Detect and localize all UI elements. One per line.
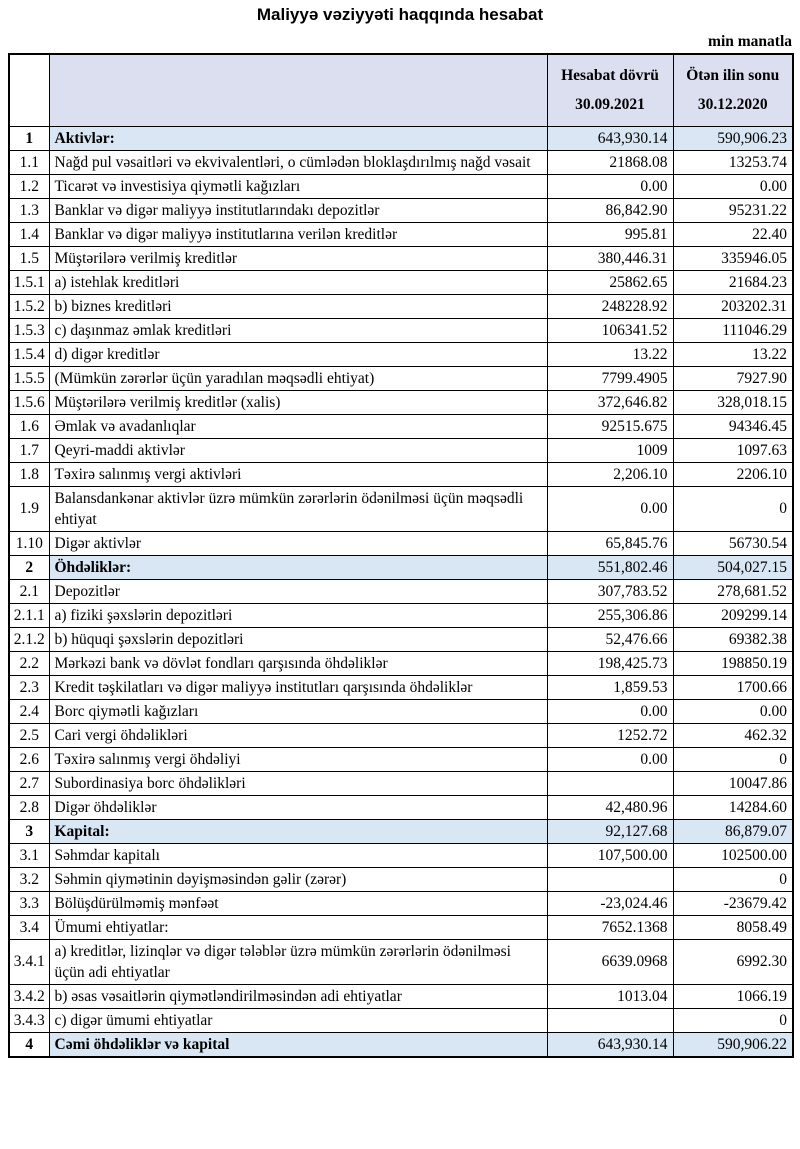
row-value-current: 106341.52 [547, 318, 673, 342]
row-value-prior: 94346.45 [673, 414, 793, 438]
row-label: Səhmin qiymətinin dəyişməsindən gəlir (zərər) [49, 867, 547, 891]
row-value-prior: 1066.19 [673, 984, 793, 1008]
row-label: Qeyri-maddi aktivlər [49, 438, 547, 462]
table-row [9, 675, 793, 699]
row-label: Kapital: [49, 819, 547, 843]
table-body [9, 126, 793, 1057]
row-value-current: 21868.08 [547, 150, 673, 174]
page-title: Maliyyə vəziyyəti haqqında hesabat [256, 5, 544, 24]
row-value-current: 643,930.14 [547, 1032, 673, 1057]
row-value-current: 7652.1368 [547, 915, 673, 939]
row-value-current: 307,783.52 [547, 579, 673, 603]
row-value-prior: 69382.38 [673, 627, 793, 651]
table-row [9, 699, 793, 723]
row-value-prior: 13253.74 [673, 150, 793, 174]
row-value-prior: 86,879.07 [673, 819, 793, 843]
row-label: Digər öhdəliklər [49, 795, 547, 819]
row-value-prior: 0 [673, 486, 793, 531]
row-value-current: 13.22 [547, 342, 673, 366]
header-current-period-name: Hesabat dövrü [561, 67, 659, 85]
table-row [9, 939, 793, 984]
table-row [9, 915, 793, 939]
row-value-prior: 1097.63 [673, 438, 793, 462]
row-number: 3 [9, 819, 49, 843]
row-label: Səhmdar kapitalı [49, 843, 547, 867]
row-label: c) daşınmaz əmlak kreditləri [49, 318, 547, 342]
row-number: 2.1.2 [9, 627, 49, 651]
row-value-current: 92515.675 [547, 414, 673, 438]
row-label: Ticarət və investisiya qiymətli kağızları [49, 174, 547, 198]
table-row [9, 603, 793, 627]
row-value-current: 86,842.90 [547, 198, 673, 222]
header-current-period-date: 30.09.2021 [575, 96, 645, 114]
row-value-current: 52,476.66 [547, 627, 673, 651]
row-number: 1.5.6 [9, 390, 49, 414]
row-number: 1.5.3 [9, 318, 49, 342]
row-value-prior: 95231.22 [673, 198, 793, 222]
row-label: Mərkəzi bank və dövlət fondları qarşısında öhdəliklər [49, 651, 547, 675]
row-label: Borc qiymətli kağızları [49, 699, 547, 723]
row-label: b) biznes kreditləri [49, 294, 547, 318]
header-prior-period [673, 54, 793, 126]
row-value-current [547, 771, 673, 795]
row-number: 2.4 [9, 699, 49, 723]
row-label: a) fiziki şəxslərin depozitləri [49, 603, 547, 627]
row-value-current: 248228.92 [547, 294, 673, 318]
row-value-current: 551,802.46 [547, 555, 673, 579]
header-label-cell [49, 54, 547, 126]
row-value-prior: 209299.14 [673, 603, 793, 627]
row-value-prior: 111046.29 [673, 318, 793, 342]
row-label: Digər aktivlər [49, 531, 547, 555]
row-label: Müştərilərə verilmiş kreditlər [49, 246, 547, 270]
row-value-prior: 1700.66 [673, 675, 793, 699]
table-row [9, 342, 793, 366]
row-value-prior: 0 [673, 1008, 793, 1032]
row-value-prior: 56730.54 [673, 531, 793, 555]
table-row [9, 486, 793, 531]
row-value-prior: 14284.60 [673, 795, 793, 819]
row-value-current: 92,127.68 [547, 819, 673, 843]
row-number: 1.5 [9, 246, 49, 270]
table-row [9, 819, 793, 843]
row-number: 3.4.2 [9, 984, 49, 1008]
row-number: 2.5 [9, 723, 49, 747]
row-value-prior: 7927.90 [673, 366, 793, 390]
row-value-prior: 203202.31 [673, 294, 793, 318]
row-value-prior: -23679.42 [673, 891, 793, 915]
row-value-current: 25862.65 [547, 270, 673, 294]
row-value-prior: 504,027.15 [673, 555, 793, 579]
row-label: Kredit təşkilatları və digər maliyyə institutları qarşısında öhdəliklər [49, 675, 547, 699]
table-row [9, 891, 793, 915]
table-row [9, 1008, 793, 1032]
row-value-current: 380,446.31 [547, 246, 673, 270]
row-label: Nağd pul vəsaitləri və ekvivalentləri, o cümlədən bloklaşdırılmış nağd vəsait [49, 150, 547, 174]
row-value-current: 7799.4905 [547, 366, 673, 390]
row-value-current: 1013.04 [547, 984, 673, 1008]
row-number: 1.4 [9, 222, 49, 246]
row-number: 3.1 [9, 843, 49, 867]
row-label: (Mümkün zərərlər üçün yaradılan məqsədli ehtiyat) [49, 366, 547, 390]
row-value-prior: 13.22 [673, 342, 793, 366]
row-number: 2 [9, 555, 49, 579]
row-number: 1.1 [9, 150, 49, 174]
table-row [9, 984, 793, 1008]
row-number: 1.7 [9, 438, 49, 462]
row-value-current: 65,845.76 [547, 531, 673, 555]
row-label: Banklar və digər maliyyə institutlarındakı depozitlər [49, 198, 547, 222]
row-label: Bölüşdürülməmiş mənfəət [49, 891, 547, 915]
table-row [9, 246, 793, 270]
row-number: 1.5.2 [9, 294, 49, 318]
row-value-prior: 198850.19 [673, 651, 793, 675]
row-value-prior: 590,906.23 [673, 126, 793, 150]
row-label: Təxirə salınmış vergi öhdəliyi [49, 747, 547, 771]
row-value-current: 0.00 [547, 174, 673, 198]
row-label: Öhdəliklər: [49, 555, 547, 579]
row-value-current: 995.81 [547, 222, 673, 246]
row-value-current: -23,024.46 [547, 891, 673, 915]
row-value-current: 0.00 [547, 486, 673, 531]
row-number: 1.5.1 [9, 270, 49, 294]
row-value-current: 255,306.86 [547, 603, 673, 627]
row-number: 2.7 [9, 771, 49, 795]
row-label: b) əsas vəsaitlərin qiymətləndirilməsindən adi ehtiyatlar [49, 984, 547, 1008]
row-number: 2.2 [9, 651, 49, 675]
row-value-prior: 335946.05 [673, 246, 793, 270]
row-number: 2.3 [9, 675, 49, 699]
row-value-current: 643,930.14 [547, 126, 673, 150]
row-label: Aktivlər: [49, 126, 547, 150]
table-row [9, 555, 793, 579]
row-value-prior: 590,906.22 [673, 1032, 793, 1057]
row-label: Cari vergi öhdəlikləri [49, 723, 547, 747]
header-current-period [547, 54, 673, 126]
row-label: a) istehlak kreditləri [49, 270, 547, 294]
row-label: Cəmi öhdəliklər və kapital [49, 1032, 547, 1057]
row-number: 1 [9, 126, 49, 150]
table-row [9, 270, 793, 294]
row-label: b) hüquqi şəxslərin depozitləri [49, 627, 547, 651]
row-value-current: 372,646.82 [547, 390, 673, 414]
row-number: 3.3 [9, 891, 49, 915]
table-row [9, 795, 793, 819]
row-label: Müştərilərə verilmiş kreditlər (xalis) [49, 390, 547, 414]
row-number: 2.1 [9, 579, 49, 603]
header-row [9, 54, 793, 126]
row-number: 3.4 [9, 915, 49, 939]
row-value-current: 1,859.53 [547, 675, 673, 699]
row-value-current: 198,425.73 [547, 651, 673, 675]
table-row [9, 126, 793, 150]
table-row [9, 150, 793, 174]
row-number: 3.4.1 [9, 939, 49, 984]
row-value-current [547, 1008, 673, 1032]
table-row [9, 843, 793, 867]
table-row [9, 531, 793, 555]
header-prior-period-date: 30.12.2020 [697, 96, 768, 114]
row-label: Depozitlər [49, 579, 547, 603]
row-value-current: 1252.72 [547, 723, 673, 747]
row-value-prior: 10047.86 [673, 771, 793, 795]
row-label: Balansdankənar aktivlər üzrə mümkün zərərlərin ödənilməsi üçün məqsədli ehtiyat [49, 486, 547, 531]
table-row [9, 294, 793, 318]
row-value-current: 6639.0968 [547, 939, 673, 984]
table-row [9, 414, 793, 438]
row-number: 1.9 [9, 486, 49, 531]
row-value-prior: 328,018.15 [673, 390, 793, 414]
table-row [9, 651, 793, 675]
row-value-prior: 102500.00 [673, 843, 793, 867]
unit-note: min manatla [708, 33, 792, 50]
row-value-current: 0.00 [547, 699, 673, 723]
row-label: c) digər ümumi ehtiyatlar [49, 1008, 547, 1032]
row-value-prior: 0 [673, 747, 793, 771]
table-row [9, 366, 793, 390]
row-label: d) digər kreditlər [49, 342, 547, 366]
row-number: 1.8 [9, 462, 49, 486]
row-label: Ümumi ehtiyatlar: [49, 915, 547, 939]
table-row [9, 174, 793, 198]
row-value-prior: 21684.23 [673, 270, 793, 294]
row-value-prior: 278,681.52 [673, 579, 793, 603]
financial-position-table [8, 53, 794, 1058]
table-row [9, 198, 793, 222]
table-header [9, 54, 793, 126]
row-number: 4 [9, 1032, 49, 1057]
row-value-prior: 0.00 [673, 174, 793, 198]
row-value-current: 2,206.10 [547, 462, 673, 486]
row-number: 2.1.1 [9, 603, 49, 627]
row-label: Əmlak və avadanlıqlar [49, 414, 547, 438]
row-value-current: 0.00 [547, 747, 673, 771]
row-value-prior: 6992.30 [673, 939, 793, 984]
table-row [9, 462, 793, 486]
table-row [9, 318, 793, 342]
row-number: 2.6 [9, 747, 49, 771]
row-value-current: 107,500.00 [547, 843, 673, 867]
row-value-prior: 2206.10 [673, 462, 793, 486]
row-value-prior: 8058.49 [673, 915, 793, 939]
row-number: 3.2 [9, 867, 49, 891]
row-number: 1.5.5 [9, 366, 49, 390]
table-row [9, 747, 793, 771]
row-value-prior: 0.00 [673, 699, 793, 723]
table-row [9, 222, 793, 246]
row-label: Təxirə salınmış vergi aktivləri [49, 462, 547, 486]
row-number: 1.2 [9, 174, 49, 198]
header-prior-period-name: Ötən ilin sonu [686, 67, 780, 85]
row-value-current: 1009 [547, 438, 673, 462]
table-row [9, 723, 793, 747]
row-label: a) kreditlər, lizinqlər və digər tələblər üzrə mümkün zərərlərin ödənilməsi üçün adi ehtiyatlar [49, 939, 547, 984]
row-value-current: 42,480.96 [547, 795, 673, 819]
header-number-cell [9, 54, 49, 126]
row-value-prior: 22.40 [673, 222, 793, 246]
table-row [9, 867, 793, 891]
table-row [9, 627, 793, 651]
row-label: Banklar və digər maliyyə institutlarına verilən kreditlər [49, 222, 547, 246]
row-number: 3.4.3 [9, 1008, 49, 1032]
table-row [9, 390, 793, 414]
row-number: 1.3 [9, 198, 49, 222]
row-number: 1.5.4 [9, 342, 49, 366]
row-label: Subordinasiya borc öhdəlikləri [49, 771, 547, 795]
row-number: 1.10 [9, 531, 49, 555]
table-row [9, 771, 793, 795]
table-row [9, 579, 793, 603]
row-value-current [547, 867, 673, 891]
table-row [9, 438, 793, 462]
row-number: 2.8 [9, 795, 49, 819]
row-value-prior: 0 [673, 867, 793, 891]
row-number: 1.6 [9, 414, 49, 438]
row-value-prior: 462.32 [673, 723, 793, 747]
table-row [9, 1032, 793, 1057]
